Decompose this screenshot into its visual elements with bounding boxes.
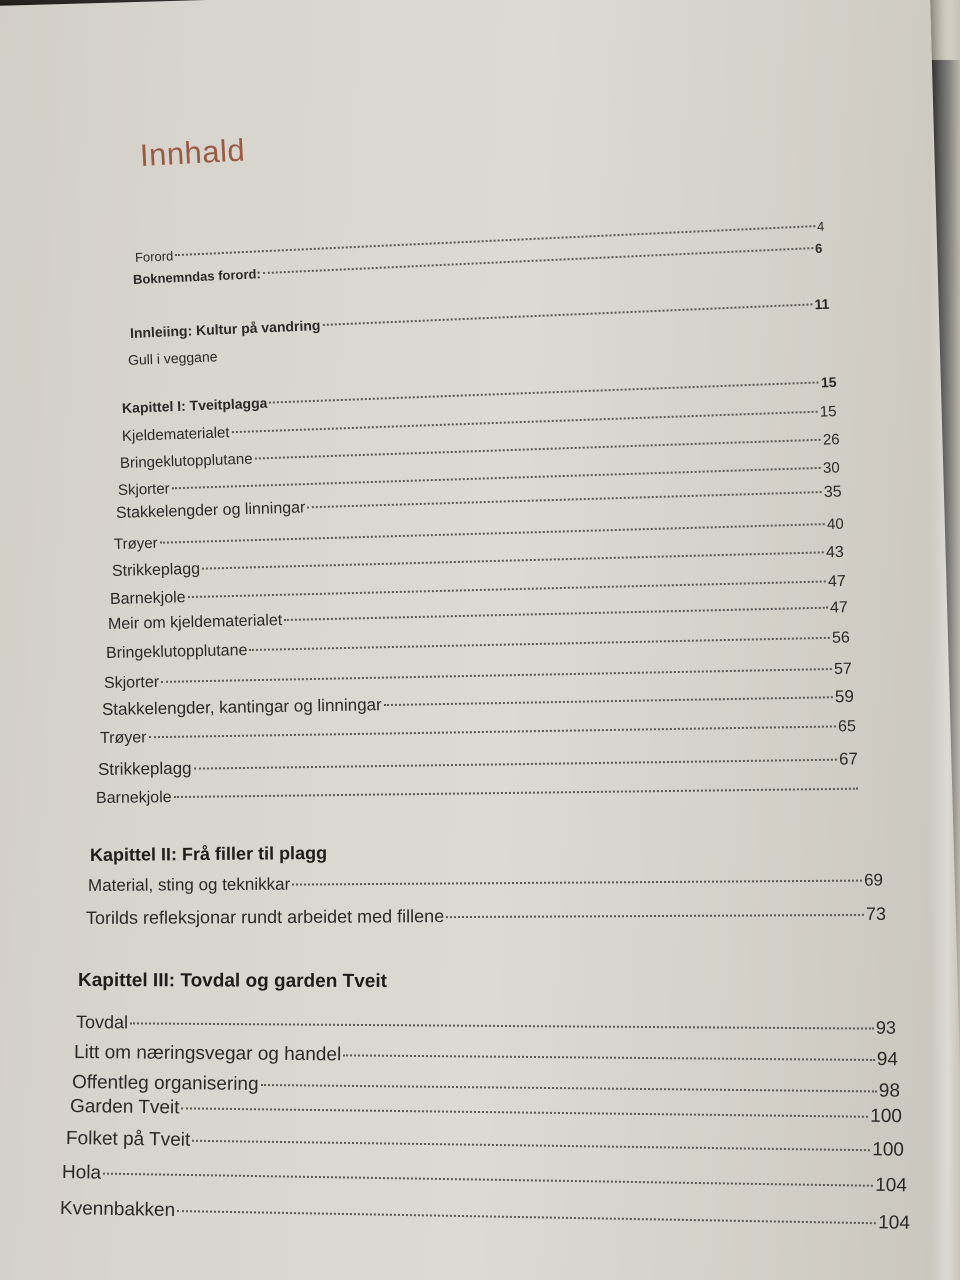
toc-entry-page: 65 [837,718,857,736]
toc-entry-page: 98 [878,1080,901,1102]
toc-entry-label: Hola [61,1162,102,1184]
toc-entry-page: 100 [872,1139,905,1161]
toc-entry-label: Skjorter [117,480,170,499]
toc-entry-page: 56 [831,629,851,647]
toc-entry-page: 100 [870,1105,903,1128]
dot-leader [192,1140,870,1151]
toc-entry-label: Strikkeplagg [111,560,201,580]
toc-entry-page: 11 [814,295,830,313]
toc-entry-label: Skjorter [103,673,160,692]
toc-entry-label: Stakkelengder og linningar [115,499,306,522]
toc-entry-label: Trøyer [113,534,158,553]
dot-leader [384,696,833,706]
toc-entry-page: 69 [863,870,884,890]
toc-entry-page: 94 [876,1049,899,1071]
toc-entry-page: 40 [826,515,844,534]
toc-entry-label: Bringeklutopplutane [119,450,253,472]
toc-entry-page: 6 [814,240,823,257]
toc-entry-label: Innleiing: Kultur på vandring [129,317,321,341]
chapter-heading: Kapittel II: Frå filler til plagg [89,842,328,865]
page-title: Innhald [139,132,246,173]
toc-entry-page: 26 [822,431,840,449]
toc-entry-label: Torilds refleksjonar rundt arbeidet med fillene [85,906,445,928]
toc-entry-label: Folket på Tveit [65,1128,191,1151]
toc-entry-page: 104 [877,1212,911,1234]
toc-entry-page: 15 [819,403,837,421]
dot-leader [261,1084,877,1092]
toc-entry-page: 43 [825,543,844,562]
chapter-heading: Kapittel I: Tveitplagga [121,394,268,416]
toc-entry-page: 93 [875,1017,897,1038]
dot-leader [130,1022,874,1029]
toc-entry-page: 4 [816,218,825,235]
dot-leader [292,880,862,886]
toc-entry-page: 35 [823,483,842,501]
toc-entry-label: Kvennbakken [59,1198,176,1222]
toc-entry-page: 57 [833,660,853,678]
dot-leader [174,788,858,798]
toc-entry-label: Garden Tveit [69,1096,180,1119]
dot-leader [148,725,836,738]
dot-leader [446,914,864,918]
toc-entry-label: Strikkeplagg [97,758,192,779]
toc-entry-page: 73 [865,903,887,924]
toc-entry-page: 104 [875,1174,908,1197]
dot-leader [194,759,837,770]
toc-entry [86,904,886,929]
toc-entry-label: Stakkelengder, kantingar og linningar [101,695,382,719]
dot-leader [181,1107,868,1117]
toc-entry-label: Boknemndas forord: [132,266,262,287]
toc-entry-page: 47 [829,599,848,617]
toc-entry-label: Gull i veggane [127,348,218,368]
toc-entry-page: 47 [827,573,846,591]
toc-entry-label: Material, sting og teknikkar [87,874,291,895]
toc-entry-label: Bringeklutopplutane [105,642,248,662]
toc-entry-page: 30 [822,459,840,477]
page-edge [930,0,960,1280]
toc-entry-page: 67 [838,749,859,769]
dot-leader [177,1210,876,1224]
toc-entry-label: Tovdal [75,1012,129,1033]
toc-entry-label: Forord [134,248,174,265]
toc-entry-label: Kjeldematerialet [121,424,230,445]
toc-entry-label: Barnekjole [109,589,186,608]
toc-entry-page: 15 [820,373,837,391]
toc-entry-label: Trøyer [99,729,147,747]
toc-entry-label: Offentleg organisering [71,1072,259,1095]
toc-entry-label: Litt om næringsvegar og handel [73,1042,342,1066]
toc-entry-page: 59 [834,686,855,707]
toc-entry-label: Barnekjole [95,789,172,807]
chapter-heading: Kapittel III: Tovdal og garden Tveit [77,970,388,993]
dot-leader [103,1173,873,1187]
dot-leader [343,1054,875,1061]
toc-entry-label: Meir om kjeldematerialet [107,612,283,633]
